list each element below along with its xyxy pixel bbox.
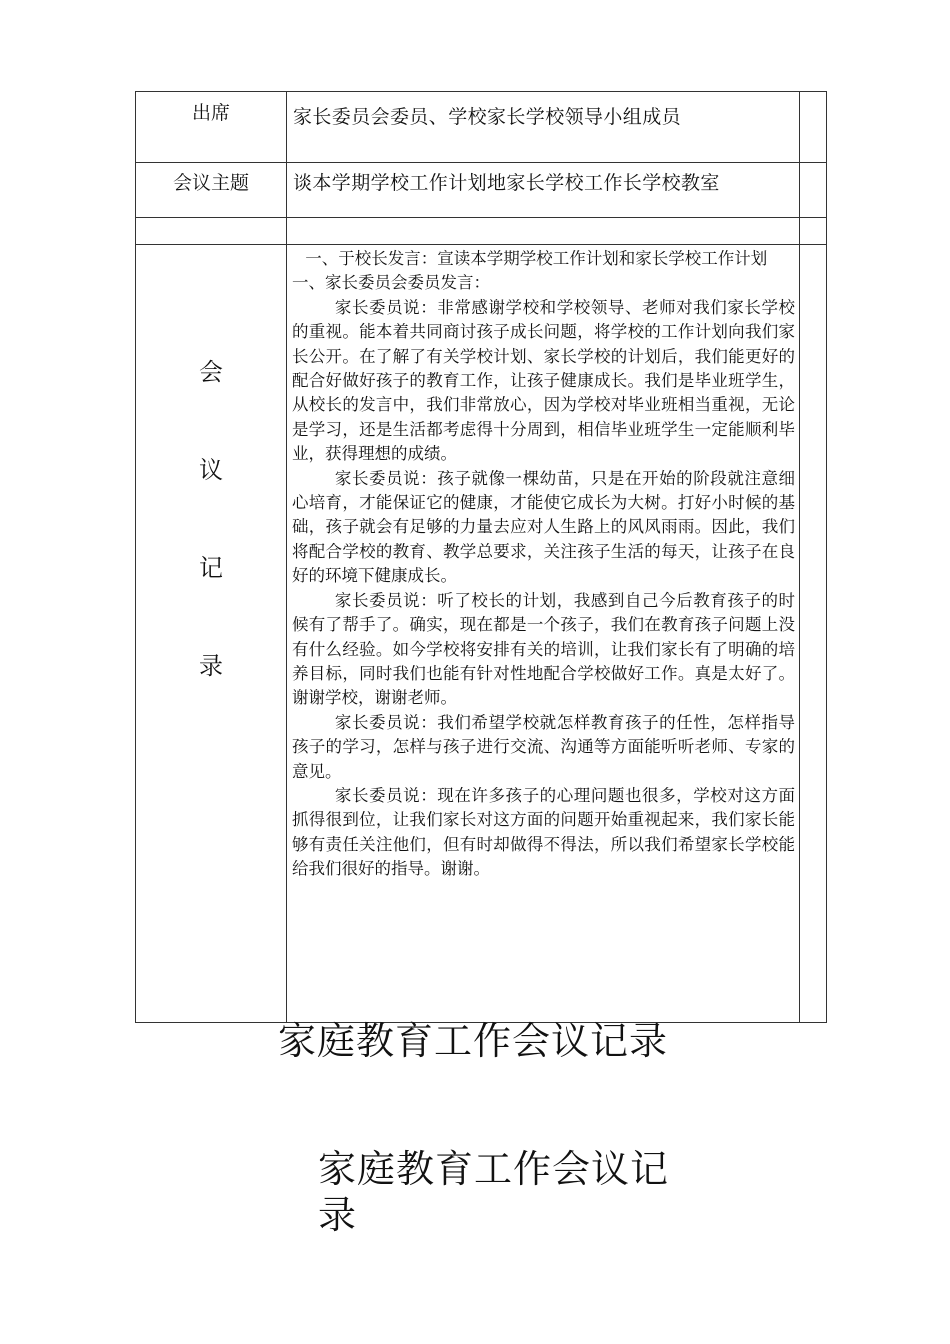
empty-cell — [800, 218, 827, 245]
meeting-record-table — [135, 91, 827, 1023]
record-paragraph: 一、于校长发言：宣读本学期学校工作计划和家长学校工作计划 — [305, 249, 768, 268]
record-label-char: 会 — [199, 357, 223, 386]
empty-cell — [287, 218, 800, 245]
record-paragraph: 一、家长委员会委员发言： — [292, 273, 490, 293]
document-title-repeat: 家庭教育工作会议记录 — [318, 1147, 670, 1237]
record-paragraph: 家长委员说：非常感谢学校和学校领导、老师对我们家长学校的重视。能本着共同商讨孩子成长问题，将学校的工作计划向我们家长公开。在了解了有关学校计划、家长学校的计划后，我们能更好的配合好做好孩子的教育工作，让孩子健康成长。我们是毕业班学生，从校长的发言中，我们非常放心，因为学校对毕业班相当重视，无论是学习，还是生活都考虑得十分周到，相信毕业班学生一定能顺利毕业，获得理想的成绩。 — [292, 297, 795, 464]
attendance-value: 家长委员会委员、学校家长学校领导小组成员 — [287, 92, 800, 163]
empty-row — [136, 218, 827, 245]
attendance-extra-cell — [800, 92, 827, 163]
record-label-char: 录 — [199, 651, 223, 680]
record-label-char: 记 — [199, 553, 223, 582]
record-content — [287, 245, 800, 1023]
record-paragraph: 家长委员说：听了校长的计划，我感到自己今后教育孩子的时候有了帮手了。确实，现在都是一个孩子，我们在教育孩子问题上没有什么经验。如今学校将安排有关的培训，让我们家长有了明确的培养目标，同时我们也能有针对性地配合学校做好工作。真是太好了。谢谢学校，谢谢老师。 — [292, 590, 795, 708]
record-extra-cell — [800, 245, 827, 1023]
record-label — [136, 245, 287, 1023]
empty-cell — [136, 218, 287, 245]
topic-row — [136, 163, 827, 218]
attendance-label: 出席 — [136, 92, 287, 163]
attendance-row — [136, 92, 827, 163]
record-paragraph: 家长委员说：现在许多孩子的心理问题也很多，学校对这方面抓得很到位，让我们家长对这方面的问题开始重视起来，我们家长能够有责任关注他们，但有时却做得不得法，所以我们希望家长学校能给我们很好的指导。谢谢。 — [292, 785, 795, 879]
document-title: 家庭教育工作会议记录 — [278, 1019, 669, 1063]
topic-extra-cell — [800, 163, 827, 218]
topic-label: 会议主题 — [136, 163, 287, 218]
record-label-char: 议 — [199, 455, 223, 484]
record-paragraph: 家长委员说：孩子就像一棵幼苗，只是在开始的阶段就注意细心培育，才能保证它的健康，才能使它成长为大树。打好小时候的基础，孩子就会有足够的力量去应对人生路上的风风雨雨。因此，我们将配合学校的教育、教学总要求，关注孩子生活的每天，让孩子在良好的环境下健康成长。 — [292, 468, 795, 586]
record-row — [136, 245, 827, 1023]
record-paragraph: 家长委员说：我们希望学校就怎样教育孩子的任性，怎样指导孩子的学习，怎样与孩子进行交流、沟通等方面能听听老师、专家的意见。 — [292, 712, 795, 781]
topic-value: 谈本学期学校工作计划地家长学校工作长学校教室 — [287, 163, 800, 218]
